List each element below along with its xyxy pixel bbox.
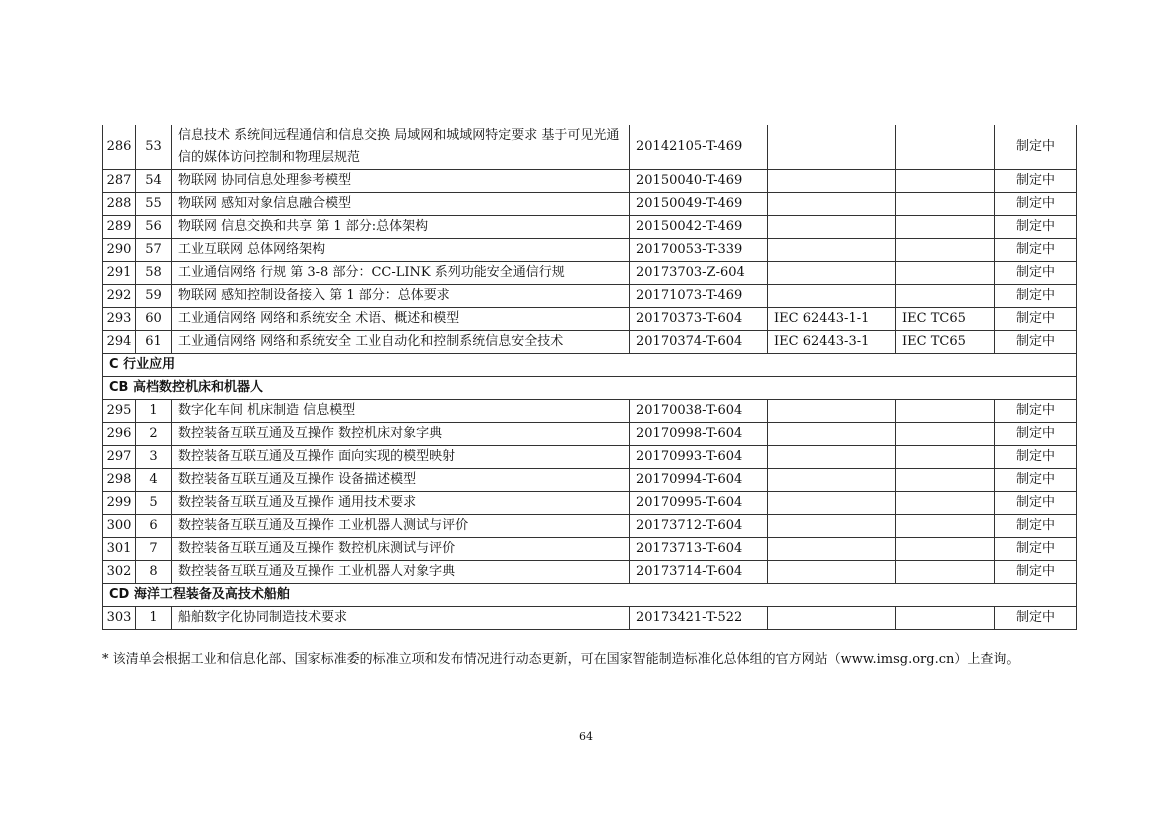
section-row — [103, 354, 1077, 377]
plan-code: 20173713-T-604 — [630, 538, 768, 561]
status-cell: 制定中 — [995, 216, 1077, 239]
row-number: 286 — [103, 125, 136, 170]
status-cell: 制定中 — [995, 125, 1077, 170]
row-number: 291 — [103, 262, 136, 285]
sub-number: 58 — [136, 262, 172, 285]
status-cell: 制定中 — [995, 193, 1077, 216]
sub-number: 3 — [136, 446, 172, 469]
table-row — [103, 170, 1077, 193]
row-number: 289 — [103, 216, 136, 239]
status-cell: 制定中 — [995, 561, 1077, 584]
international-standard — [768, 423, 896, 446]
table-row — [103, 492, 1077, 515]
international-org — [896, 193, 995, 216]
standard-name: 工业互联网 总体网络架构 — [172, 239, 630, 262]
international-org — [896, 125, 995, 170]
status-cell: 制定中 — [995, 285, 1077, 308]
status-cell: 制定中 — [995, 400, 1077, 423]
international-org — [896, 262, 995, 285]
row-number: 302 — [103, 561, 136, 584]
standard-name: 数控装备互联互通及互操作 数控机床测试与评价 — [172, 538, 630, 561]
table-body — [103, 125, 1077, 630]
table-row — [103, 239, 1077, 262]
standard-name: 工业通信网络 网络和系统安全 工业自动化和控制系统信息安全技术 — [172, 331, 630, 354]
international-standard — [768, 125, 896, 170]
standard-name: 物联网 协同信息处理参考模型 — [172, 170, 630, 193]
standard-name: 物联网 感知对象信息融合模型 — [172, 193, 630, 216]
status-cell: 制定中 — [995, 170, 1077, 193]
international-standard — [768, 170, 896, 193]
international-standard — [768, 193, 896, 216]
standard-name: 物联网 信息交换和共享 第 1 部分:总体架构 — [172, 216, 630, 239]
sub-number: 2 — [136, 423, 172, 446]
international-org — [896, 469, 995, 492]
table-row — [103, 216, 1077, 239]
row-number: 295 — [103, 400, 136, 423]
table-row — [103, 423, 1077, 446]
plan-code: 20170053-T-339 — [630, 239, 768, 262]
sub-number: 4 — [136, 469, 172, 492]
row-number: 290 — [103, 239, 136, 262]
plan-code: 20170998-T-604 — [630, 423, 768, 446]
sub-number: 53 — [136, 125, 172, 170]
row-number: 287 — [103, 170, 136, 193]
status-cell: 制定中 — [995, 515, 1077, 538]
international-org — [896, 538, 995, 561]
section-row — [103, 377, 1077, 400]
plan-code: 20170993-T-604 — [630, 446, 768, 469]
sub-number: 6 — [136, 515, 172, 538]
section-heading-cb: CB 高档数控机床和机器人 — [103, 377, 1077, 400]
row-number: 298 — [103, 469, 136, 492]
table-row — [103, 446, 1077, 469]
standard-name: 工业通信网络 网络和系统安全 术语、概述和模型 — [172, 308, 630, 331]
status-cell: 制定中 — [995, 423, 1077, 446]
table-row — [103, 561, 1077, 584]
international-standard — [768, 262, 896, 285]
sub-number: 55 — [136, 193, 172, 216]
international-standard — [768, 538, 896, 561]
row-number: 296 — [103, 423, 136, 446]
international-standard — [768, 561, 896, 584]
row-number: 303 — [103, 607, 136, 630]
standard-name: 信息技术 系统间远程通信和信息交换 局域网和城域网特定要求 基于可见光通信的媒体访问控制和物理层规范 — [172, 125, 630, 170]
sub-number: 1 — [136, 607, 172, 630]
international-org — [896, 400, 995, 423]
table-row — [103, 515, 1077, 538]
international-org: IEC TC65 — [896, 308, 995, 331]
international-org — [896, 607, 995, 630]
standard-name: 数控装备互联互通及互操作 面向实现的模型映射 — [172, 446, 630, 469]
row-number: 288 — [103, 193, 136, 216]
status-cell: 制定中 — [995, 607, 1077, 630]
standard-name: 数控装备互联互通及互操作 数控机床对象字典 — [172, 423, 630, 446]
standard-name: 数控装备互联互通及互操作 工业机器人测试与评价 — [172, 515, 630, 538]
row-number: 294 — [103, 331, 136, 354]
row-number: 292 — [103, 285, 136, 308]
status-cell: 制定中 — [995, 492, 1077, 515]
standard-name: 物联网 感知控制设备接入 第 1 部分：总体要求 — [172, 285, 630, 308]
international-org — [896, 239, 995, 262]
standards-table — [102, 125, 1077, 630]
table-row — [103, 193, 1077, 216]
footnote: * 该清单会根据工业和信息化部、国家标准委的标准立项和发布情况进行动态更新，可在国家智能制造标准化总体组的官方网站（www.imsg.org.cn）上查询。 — [102, 652, 1020, 667]
table-row — [103, 538, 1077, 561]
sub-number: 7 — [136, 538, 172, 561]
standard-name: 数字化车间 机床制造 信息模型 — [172, 400, 630, 423]
sub-number: 60 — [136, 308, 172, 331]
sub-number: 54 — [136, 170, 172, 193]
international-org — [896, 285, 995, 308]
table-row — [103, 331, 1077, 354]
standard-name: 数控装备互联互通及互操作 工业机器人对象字典 — [172, 561, 630, 584]
sub-number: 61 — [136, 331, 172, 354]
sub-number: 59 — [136, 285, 172, 308]
standard-name: 数控装备互联互通及互操作 设备描述模型 — [172, 469, 630, 492]
table-row — [103, 607, 1077, 630]
status-cell: 制定中 — [995, 239, 1077, 262]
plan-code: 20173714-T-604 — [630, 561, 768, 584]
plan-code: 20170038-T-604 — [630, 400, 768, 423]
row-number: 297 — [103, 446, 136, 469]
table-row — [103, 469, 1077, 492]
page-number: 64 — [579, 730, 593, 743]
row-number: 293 — [103, 308, 136, 331]
section-row — [103, 584, 1077, 607]
international-org — [896, 170, 995, 193]
section-heading-c: C 行业应用 — [103, 354, 1077, 377]
plan-code: 20142105-T-469 — [630, 125, 768, 170]
row-number: 301 — [103, 538, 136, 561]
international-org: IEC TC65 — [896, 331, 995, 354]
row-number: 300 — [103, 515, 136, 538]
sub-number: 5 — [136, 492, 172, 515]
sub-number: 56 — [136, 216, 172, 239]
sub-number: 8 — [136, 561, 172, 584]
status-cell: 制定中 — [995, 262, 1077, 285]
plan-code: 20173712-T-604 — [630, 515, 768, 538]
international-org — [896, 446, 995, 469]
international-standard — [768, 239, 896, 262]
standard-name: 船舶数字化协同制造技术要求 — [172, 607, 630, 630]
international-org — [896, 492, 995, 515]
international-standard — [768, 285, 896, 308]
plan-code: 20150042-T-469 — [630, 216, 768, 239]
international-standard — [768, 607, 896, 630]
status-cell: 制定中 — [995, 331, 1077, 354]
plan-code: 20171073-T-469 — [630, 285, 768, 308]
status-cell: 制定中 — [995, 446, 1077, 469]
international-standard — [768, 446, 896, 469]
table-row — [103, 308, 1077, 331]
section-heading-cd: CD 海洋工程装备及高技术船舶 — [103, 584, 1077, 607]
plan-code: 20173421-T-522 — [630, 607, 768, 630]
table-row — [103, 262, 1077, 285]
plan-code: 20170994-T-604 — [630, 469, 768, 492]
international-standard — [768, 216, 896, 239]
status-cell: 制定中 — [995, 308, 1077, 331]
international-standard: IEC 62443-3-1 — [768, 331, 896, 354]
international-org — [896, 216, 995, 239]
international-org — [896, 561, 995, 584]
international-standard — [768, 400, 896, 423]
international-org — [896, 515, 995, 538]
sub-number: 57 — [136, 239, 172, 262]
standard-name: 工业通信网络 行规 第 3-8 部分：CC-LINK 系列功能安全通信行规 — [172, 262, 630, 285]
international-standard — [768, 469, 896, 492]
row-number: 299 — [103, 492, 136, 515]
plan-code: 20150049-T-469 — [630, 193, 768, 216]
table-row — [103, 125, 1077, 170]
international-standard: IEC 62443-1-1 — [768, 308, 896, 331]
table-row — [103, 285, 1077, 308]
plan-code: 20170995-T-604 — [630, 492, 768, 515]
plan-code: 20150040-T-469 — [630, 170, 768, 193]
status-cell: 制定中 — [995, 469, 1077, 492]
table-row — [103, 400, 1077, 423]
plan-code: 20170374-T-604 — [630, 331, 768, 354]
plan-code: 20170373-T-604 — [630, 308, 768, 331]
international-standard — [768, 515, 896, 538]
international-standard — [768, 492, 896, 515]
sub-number: 1 — [136, 400, 172, 423]
status-cell: 制定中 — [995, 538, 1077, 561]
standard-name: 数控装备互联互通及互操作 通用技术要求 — [172, 492, 630, 515]
plan-code: 20173703-Z-604 — [630, 262, 768, 285]
international-org — [896, 423, 995, 446]
